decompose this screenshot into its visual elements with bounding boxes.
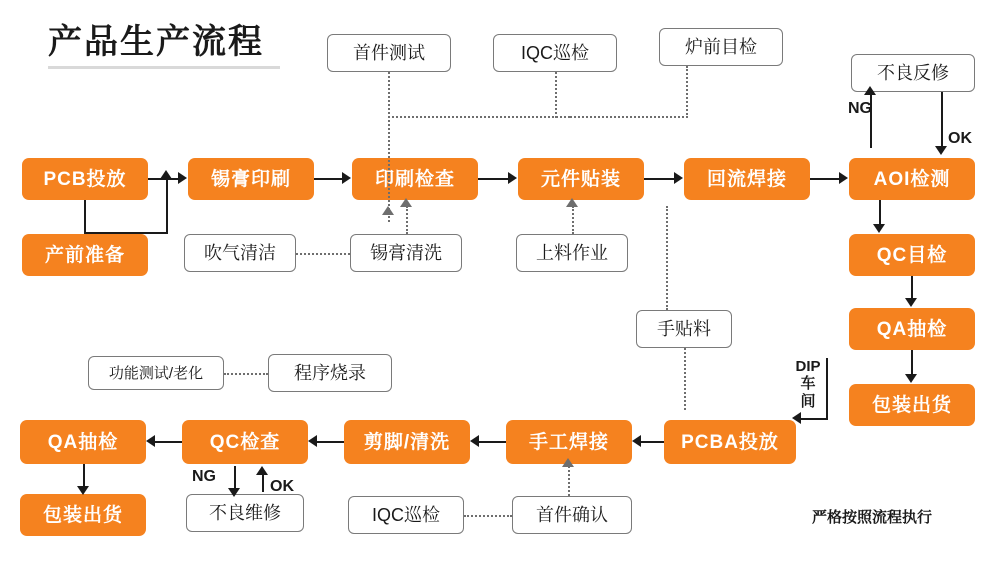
node-solder-paste-clean[interactable] xyxy=(350,234,462,272)
node-label: 程序烧录 xyxy=(294,363,366,383)
dotted-hand-placement-down xyxy=(684,348,686,410)
arrow-head xyxy=(674,172,683,184)
node-label: 吹气清洁 xyxy=(204,243,276,263)
arrow-head xyxy=(382,206,394,215)
connector-aoi-to-qc xyxy=(879,200,881,226)
arrow-head xyxy=(632,435,641,447)
arrow-head xyxy=(228,488,240,497)
node-label: 包装出货 xyxy=(42,504,123,526)
arrow-head xyxy=(873,224,885,233)
node-aoi-inspection[interactable] xyxy=(849,158,975,200)
node-label: 锡膏清洗 xyxy=(370,243,442,263)
node-program-burning[interactable] xyxy=(268,354,392,392)
node-pre-furnace-visual[interactable] xyxy=(659,28,783,66)
arrow-head xyxy=(308,435,317,447)
node-first-article-confirm[interactable] xyxy=(512,496,632,534)
arrow-head xyxy=(905,298,917,307)
node-label: AOI检测 xyxy=(873,168,951,190)
node-defect-repair[interactable] xyxy=(186,494,304,532)
dotted-clean-up xyxy=(406,206,408,234)
arrow-head xyxy=(905,374,917,383)
node-first-article-test[interactable] xyxy=(327,34,451,72)
node-label: IQC巡检 xyxy=(371,505,440,525)
node-label: 首件测试 xyxy=(353,43,425,63)
node-packing-shipment-bottom[interactable] xyxy=(20,494,146,536)
dotted-furnace-down xyxy=(686,66,688,118)
node-label: 不良维修 xyxy=(209,503,281,523)
node-label: PCBA投放 xyxy=(681,431,779,453)
node-label: QC检查 xyxy=(209,431,281,453)
node-pcba-loading[interactable] xyxy=(664,420,796,464)
node-feeding-operation[interactable] xyxy=(516,234,628,272)
node-qc-visual[interactable] xyxy=(849,234,975,276)
arrow-head xyxy=(77,486,89,495)
node-label: QA抽检 xyxy=(47,431,119,453)
node-qa-sampling-bottom[interactable] xyxy=(20,420,146,464)
node-label: 元件贴装 xyxy=(540,168,621,190)
connector-pcba-to-manual xyxy=(640,441,664,443)
node-label: QA抽检 xyxy=(876,318,948,340)
dotted-iqc-to-confirm xyxy=(464,515,512,517)
connector-prep-riser xyxy=(166,178,168,234)
arrow-head xyxy=(178,172,187,184)
dotted-test-to-burn xyxy=(224,373,268,375)
connector-qa-to-packing xyxy=(911,350,913,376)
node-cut-lead-clean[interactable] xyxy=(344,420,470,464)
node-label: 锡膏印刷 xyxy=(210,168,291,190)
dotted-hand-placement-up xyxy=(666,206,668,310)
node-label: 手工焊接 xyxy=(528,431,609,453)
node-qa-sampling-top[interactable] xyxy=(849,308,975,350)
arrow-head xyxy=(839,172,848,184)
label-dip-line3: 间 xyxy=(800,392,816,410)
node-reflow-soldering[interactable] xyxy=(684,158,810,200)
node-label: QC目检 xyxy=(876,244,948,266)
arrow-head xyxy=(256,466,268,475)
label-ok-top: OK xyxy=(948,130,972,147)
node-label: 首件确认 xyxy=(536,505,608,525)
node-qc-check[interactable] xyxy=(182,420,308,464)
node-label: 印刷检查 xyxy=(374,168,455,190)
connector-manual-to-cut xyxy=(478,441,506,443)
arrow-head xyxy=(508,172,517,184)
connector-rework-ok-down xyxy=(941,92,943,148)
node-label: 不良反修 xyxy=(877,63,949,83)
node-hand-placement[interactable] xyxy=(636,310,732,348)
node-packing-shipment-top[interactable] xyxy=(849,384,975,426)
connector-mount-to-reflow xyxy=(644,178,675,180)
node-function-test-aging[interactable] xyxy=(88,356,224,390)
arrow-head xyxy=(470,435,479,447)
connector-qc-to-qa-bottom xyxy=(154,441,182,443)
dotted-iqc-down xyxy=(555,72,557,118)
connector-reflow-to-aoi xyxy=(810,178,840,180)
connector-qc-ng-down xyxy=(234,466,236,490)
node-label: 剪脚/清洗 xyxy=(363,431,451,453)
node-label: 回流焊接 xyxy=(706,168,787,190)
connector-dip-down xyxy=(826,358,828,420)
node-label: IQC巡检 xyxy=(520,43,589,63)
connector-prep-across xyxy=(84,232,168,234)
node-air-blow-clean[interactable] xyxy=(184,234,296,272)
label-ng-bottom: NG xyxy=(192,468,216,485)
node-iqc-patrol-top[interactable] xyxy=(493,34,617,72)
dotted-first-article-across xyxy=(388,116,570,118)
arrow-head xyxy=(566,198,578,207)
node-label: 产前准备 xyxy=(44,244,125,266)
dotted-blow-to-clean xyxy=(296,253,350,255)
label-ng-top: NG xyxy=(848,100,872,117)
label-ok-bottom: OK xyxy=(270,478,294,495)
arrow-head xyxy=(146,435,155,447)
connector-cut-to-qc xyxy=(316,441,344,443)
node-pcb-loading[interactable] xyxy=(22,158,148,200)
label-dip-line2: 车 xyxy=(800,375,816,393)
label-dip-line1: DIP xyxy=(795,358,821,375)
arrow-head xyxy=(935,146,947,155)
connector-qc-to-qa xyxy=(911,276,913,300)
dotted-first-confirm-up xyxy=(568,466,570,496)
node-iqc-patrol-bottom[interactable] xyxy=(348,496,464,534)
node-pre-production-prep[interactable] xyxy=(22,234,148,276)
node-print-inspection[interactable] xyxy=(352,158,478,200)
arrow-head xyxy=(342,172,351,184)
arrow-head xyxy=(864,86,876,95)
dotted-first-article-down xyxy=(388,72,390,222)
connector-print-to-inspect xyxy=(314,178,343,180)
node-label: 上料作业 xyxy=(536,243,608,263)
connector-qc-ok-up xyxy=(262,474,264,492)
arrow-head xyxy=(562,458,574,467)
node-component-mounting[interactable] xyxy=(518,158,644,200)
arrow-head xyxy=(400,198,412,207)
dotted-feeding-up xyxy=(572,206,574,234)
node-label: 功能测试/老化 xyxy=(108,364,204,382)
arrow-head xyxy=(160,170,172,179)
connector-dip-across xyxy=(800,418,828,420)
footnote: 严格按照流程执行 xyxy=(812,509,933,526)
node-label: 手贴料 xyxy=(657,319,711,339)
connector-prep-up xyxy=(84,200,86,234)
node-label: PCB投放 xyxy=(43,168,127,190)
connector-inspect-to-mount xyxy=(478,178,509,180)
label-dip-workshop xyxy=(795,358,821,410)
title-divider xyxy=(48,66,280,69)
node-label: 炉前目检 xyxy=(685,37,757,57)
page-title: 产品生产流程 xyxy=(48,23,264,61)
dotted-furnace-across xyxy=(570,116,688,118)
node-solder-paste-printing[interactable] xyxy=(188,158,314,200)
node-label: 包装出货 xyxy=(871,394,952,416)
